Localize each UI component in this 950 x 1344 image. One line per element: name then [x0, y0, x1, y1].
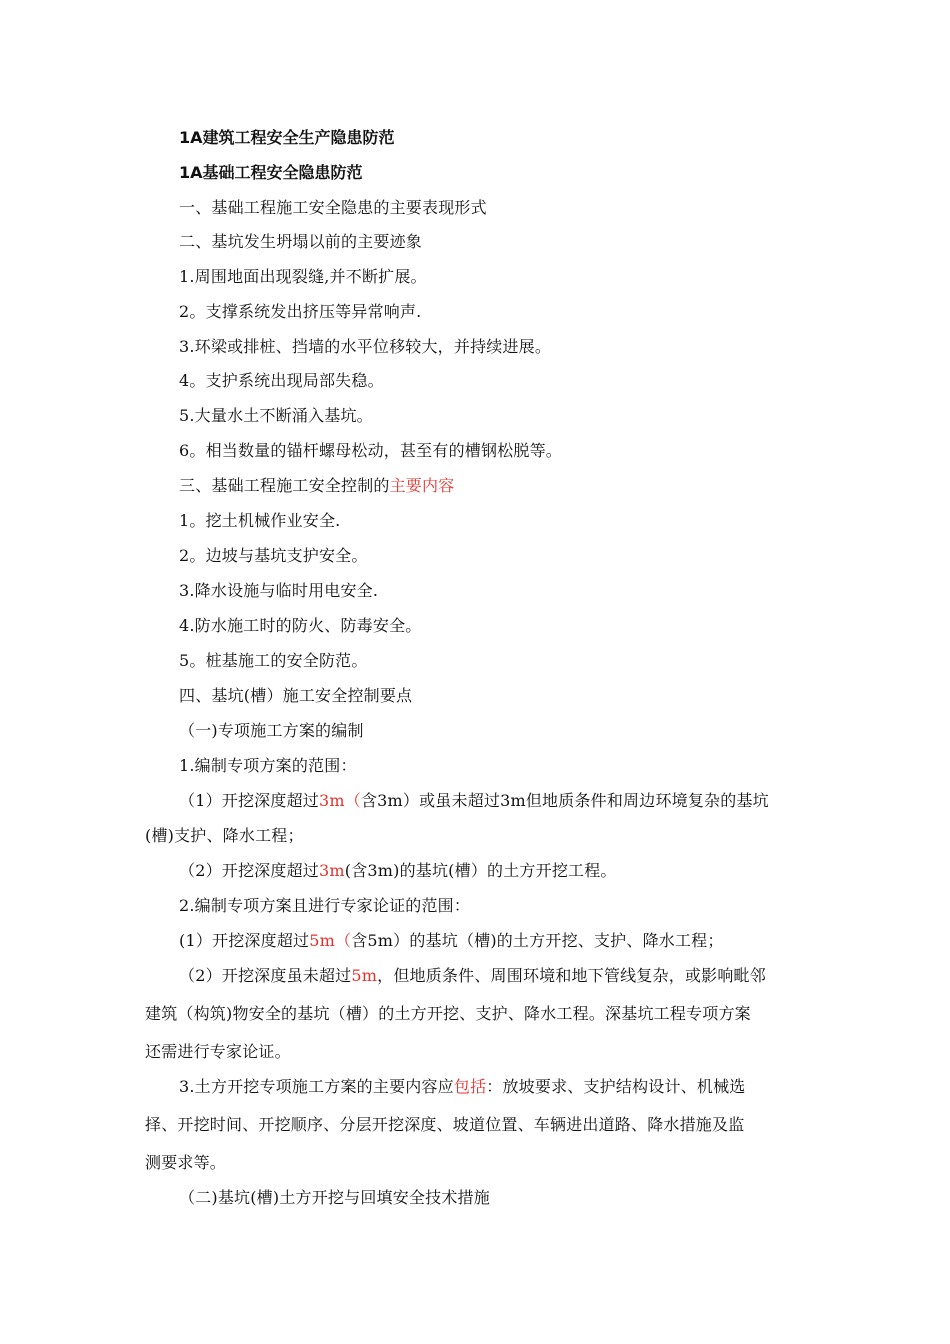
paragraph-text: 建筑（构筑)物安全的基坑（槽）的土方开挖、支护、降水工程。深基坑工程专项方案: [145, 1004, 751, 1023]
paragraph-text: 择、开挖时间、开挖顺序、分层开挖深度、坡道位置、车辆进出道路、降水措施及监: [145, 1115, 745, 1134]
list-item-text: 1。挖土机械作业安全.: [179, 511, 341, 530]
list-item-text: 4.防水施工时的防火、防毒安全。: [179, 616, 422, 635]
subsection-1-title: [179, 720, 364, 742]
paragraph-2-item-1: [179, 930, 724, 952]
section-3-text: 三、基础工程施工安全控制的: [179, 476, 390, 495]
section-4-text: 四、基坑(槽）施工安全控制要点: [179, 686, 413, 705]
paragraph-text: （2）开挖深度超过: [179, 861, 319, 880]
section-2-text: 二、基坑发生坍塌以前的主要迹象: [179, 232, 423, 251]
paragraph-2: [179, 895, 470, 917]
section-3-title: [179, 475, 454, 497]
list-item-text: 3.环梁或排桩、挡墙的水平位移较大，并持续进展。: [179, 337, 552, 356]
paragraph-text: (1）开挖深度超过: [179, 931, 310, 950]
list-item: [179, 440, 562, 462]
list-item: [179, 510, 340, 532]
highlight-text: 5m（: [309, 931, 352, 950]
paragraph-3-cont: [145, 1114, 744, 1136]
subsection-2-title: [179, 1187, 490, 1209]
list-item: [179, 650, 368, 672]
list-item: [179, 405, 373, 427]
paragraph-1-item-1: [179, 790, 769, 812]
list-item: [179, 266, 427, 288]
subsection-2-text: （二)基坑(槽)土方开挖与回填安全技术措施: [179, 1188, 490, 1207]
paragraph-text: （2）开挖深度虽未超过: [179, 966, 352, 985]
paragraph-2-item-2: [179, 965, 766, 987]
list-item-text: 5。桩基施工的安全防范。: [179, 651, 368, 670]
list-item: [179, 615, 421, 637]
section-1-title: [179, 197, 487, 219]
highlight-text: 包括: [453, 1077, 487, 1096]
highlight-text: 3m: [318, 861, 345, 880]
list-item-text: 2。支撑系统发出挤压等异常响声.: [179, 302, 422, 321]
paragraph-3-cont: [145, 1152, 226, 1174]
paragraph-text: 含5m）的基坑（槽)的土方开挖、支护、降水工程；: [351, 931, 724, 950]
highlight-text: 主要内容: [389, 476, 455, 495]
paragraph-2-text: 2.编制专项方案且进行专家论证的范围：: [179, 896, 471, 915]
paragraph-text: (槽)支护、降水工程；: [145, 826, 304, 845]
heading-sub: [179, 162, 363, 184]
paragraph-1-item-1-cont: [145, 825, 304, 847]
paragraph-text: ，但地质条件、周围环境和地下管线复杂，或影响毗邻: [377, 966, 766, 985]
section-4-title: [179, 685, 412, 707]
paragraph-text: (含3m)的基坑(槽）的土方开挖工程。: [344, 861, 617, 880]
subsection-1-text: （一)专项施工方案的编制: [179, 721, 364, 740]
paragraph-text: 3.土方开挖专项施工方案的主要内容应: [179, 1077, 454, 1096]
paragraph-text: 测要求等。: [145, 1153, 227, 1172]
paragraph-text: 还需进行专家论证。: [145, 1042, 291, 1061]
paragraph-2-item-2-cont: [145, 1003, 751, 1025]
list-item-text: 3.降水设施与临时用电安全.: [179, 581, 379, 600]
list-item-text: 5.大量水土不断涌入基坑。: [179, 406, 373, 425]
heading-sub-text: 1A基础工程安全隐患防范: [179, 163, 363, 182]
list-item: [179, 336, 551, 358]
paragraph-2-item-2-cont: [145, 1041, 291, 1063]
highlight-text: 3m（: [318, 791, 361, 810]
paragraph-1: [179, 755, 357, 777]
paragraph-text: 含3m）或虽未超过3m但地质条件和周边环境复杂的基坑: [360, 791, 769, 810]
list-item-text: 2。边坡与基坑支护安全。: [179, 546, 368, 565]
list-item: [179, 301, 421, 323]
paragraph-1-text: 1.编制专项方案的范围：: [179, 756, 357, 775]
heading-main-text: 1A建筑工程安全生产隐患防范: [179, 128, 395, 147]
heading-main: [179, 127, 395, 149]
list-item: [179, 370, 384, 392]
section-2-title: [179, 231, 422, 253]
paragraph-3: [179, 1076, 745, 1098]
paragraph-text: （1）开挖深度超过: [179, 791, 319, 810]
list-item: [179, 580, 378, 602]
list-item-text: 4。支护系统出现局部失稳。: [179, 371, 384, 390]
section-1-text: 一、基础工程施工安全隐患的主要表现形式: [179, 198, 487, 217]
list-item-text: 6。相当数量的锚杆螺母松动，甚至有的槽钢松脱等。: [179, 441, 562, 460]
list-item: [179, 545, 368, 567]
highlight-text: 5m: [351, 966, 378, 985]
paragraph-1-item-2: [179, 860, 617, 882]
list-item-text: 1.周围地面出现裂缝,并不断扩展。: [179, 267, 427, 286]
paragraph-text: ：放坡要求、支护结构设计、机械选: [486, 1077, 746, 1096]
